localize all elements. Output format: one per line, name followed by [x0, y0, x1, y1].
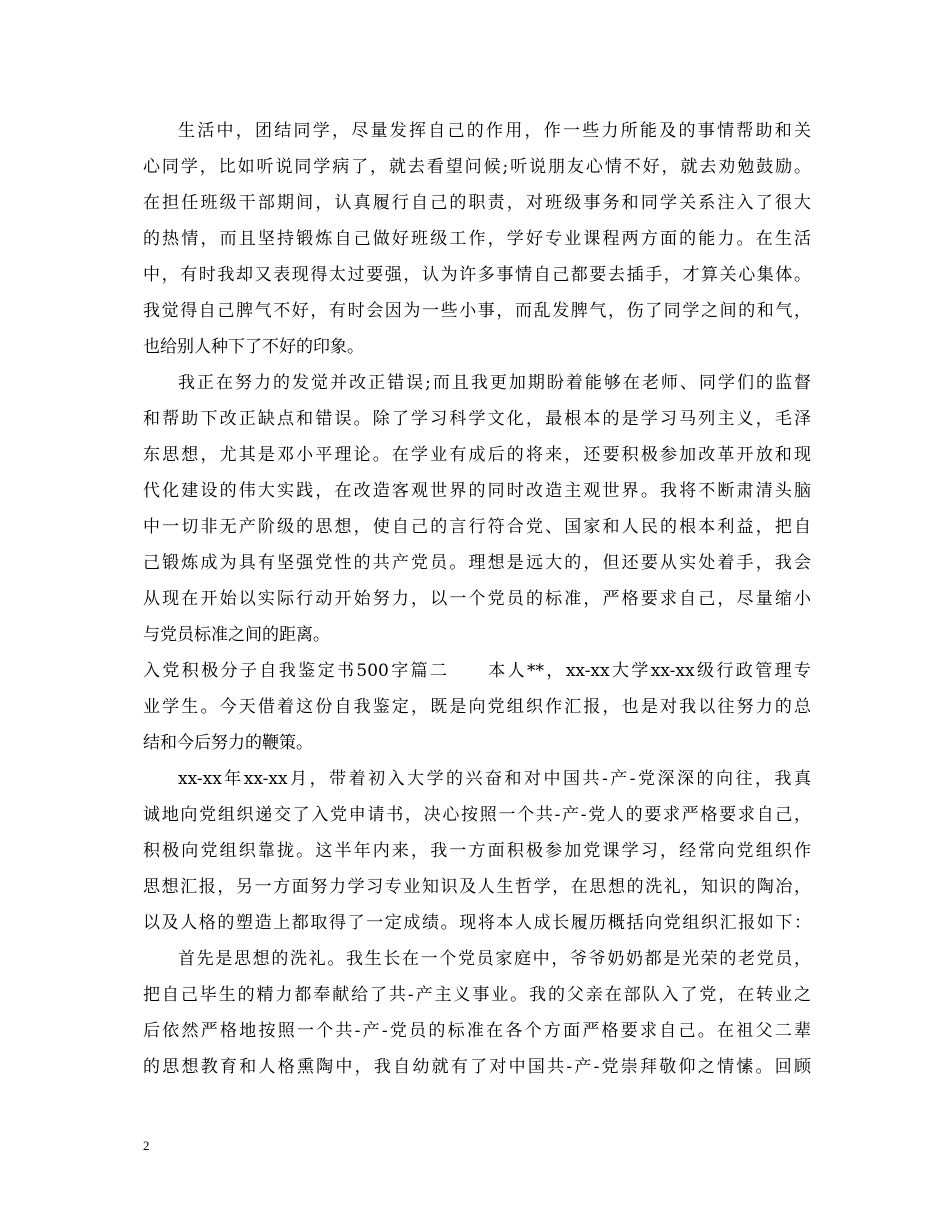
text-line: 思想汇报，另一方面努力学习专业知识及人生哲学，在思想的洗礼，知识的陶冶，	[143, 877, 811, 897]
text-line: 从现在开始以实际行动开始努力，以一个党员的标准，严格要求自己，尽量缩小	[143, 589, 811, 609]
section-heading-line: 入党积极分子自我鉴定书500字篇二 本人**，xx-xx大学xx-xx级行政管理专	[143, 661, 811, 681]
text-line: 东思想，尤其是邓小平理论。在学业有成后的将来，还要积极参加改革开放和现	[143, 445, 811, 465]
text-line: 业学生。今天借着这份自我鉴定，既是向党组织作汇报，也是对我以往努力的总	[143, 697, 811, 717]
text-line: 结和今后努力的鞭策。	[143, 733, 313, 753]
text-line: 心同学，比如听说同学病了，就去看望问候;听说朋友心情不好，就去劝勉鼓励。	[143, 157, 811, 177]
text-line: 中一切非无产阶级的思想，使自己的言行符合党、国家和人民的根本利益，把自	[143, 517, 811, 537]
page-number: 2	[143, 1138, 150, 1153]
text-line: 的热情，而且坚持锻炼自己做好班级工作，学好专业课程两方面的能力。在生活	[143, 229, 811, 249]
text-line: 在担任班级干部期间，认真履行自己的职责，对班级事务和同学关系注入了很大	[143, 193, 811, 213]
text-line: 我正在努力的发觉并改正错误;而且我更加期盼着能够在老师、同学们的监督	[178, 373, 811, 393]
text-line: 把自己毕生的精力都奉献给了共-产主义事业。我的父亲在部队入了党，在转业之	[143, 985, 811, 1005]
text-line: 首先是思想的洗礼。我生长在一个党员家庭中，爷爷奶奶都是光荣的老党员，	[178, 949, 811, 969]
text-line: 我觉得自己脾气不好，有时会因为一些小事，而乱发脾气，伤了同学之间的和气，	[143, 301, 811, 321]
text-line: 与党员标准之间的距离。	[143, 625, 330, 645]
text-line: 以及人格的塑造上都取得了一定成绩。现将本人成长履历概括向党组织汇报如下：	[143, 913, 811, 933]
text-line: 后依然严格地按照一个共-产-党员的标准在各个方面严格要求自己。在祖父二辈	[143, 1021, 811, 1041]
text-line: 中，有时我却又表现得太过要强，认为许多事情自己都要去插手，才算关心集体。	[143, 265, 811, 285]
text-line: 积极向党组织靠拢。这半年内来，我一方面积极参加党课学习，经常向党组织作	[143, 841, 811, 861]
text-line: 生活中，团结同学，尽量发挥自己的作用，作一些力所能及的事情帮助和关	[178, 121, 811, 141]
text-line: 和帮助下改正缺点和错误。除了学习科学文化，最根本的是学习马列主义，毛泽	[143, 409, 811, 429]
text-line: xx-xx年xx-xx月，带着初入大学的兴奋和对中国共-产-党深深的向往，我真	[178, 769, 811, 789]
text-line: 代化建设的伟大实践，在改造客观世界的同时改造主观世界。我将不断肃清头脑	[143, 481, 811, 501]
text-line: 诚地向党组织递交了入党申请书，决心按照一个共-产-党人的要求严格要求自己，	[143, 805, 811, 825]
text-line: 也给别人种下了不好的印象。	[143, 337, 364, 357]
text-line: 的思想教育和人格熏陶中，我自幼就有了对中国共-产-党崇拜敬仰之情愫。回顾	[143, 1057, 811, 1077]
text-line: 己锻炼成为具有坚强党性的共产党员。理想是远大的，但还要从实处着手，我会	[143, 553, 811, 573]
